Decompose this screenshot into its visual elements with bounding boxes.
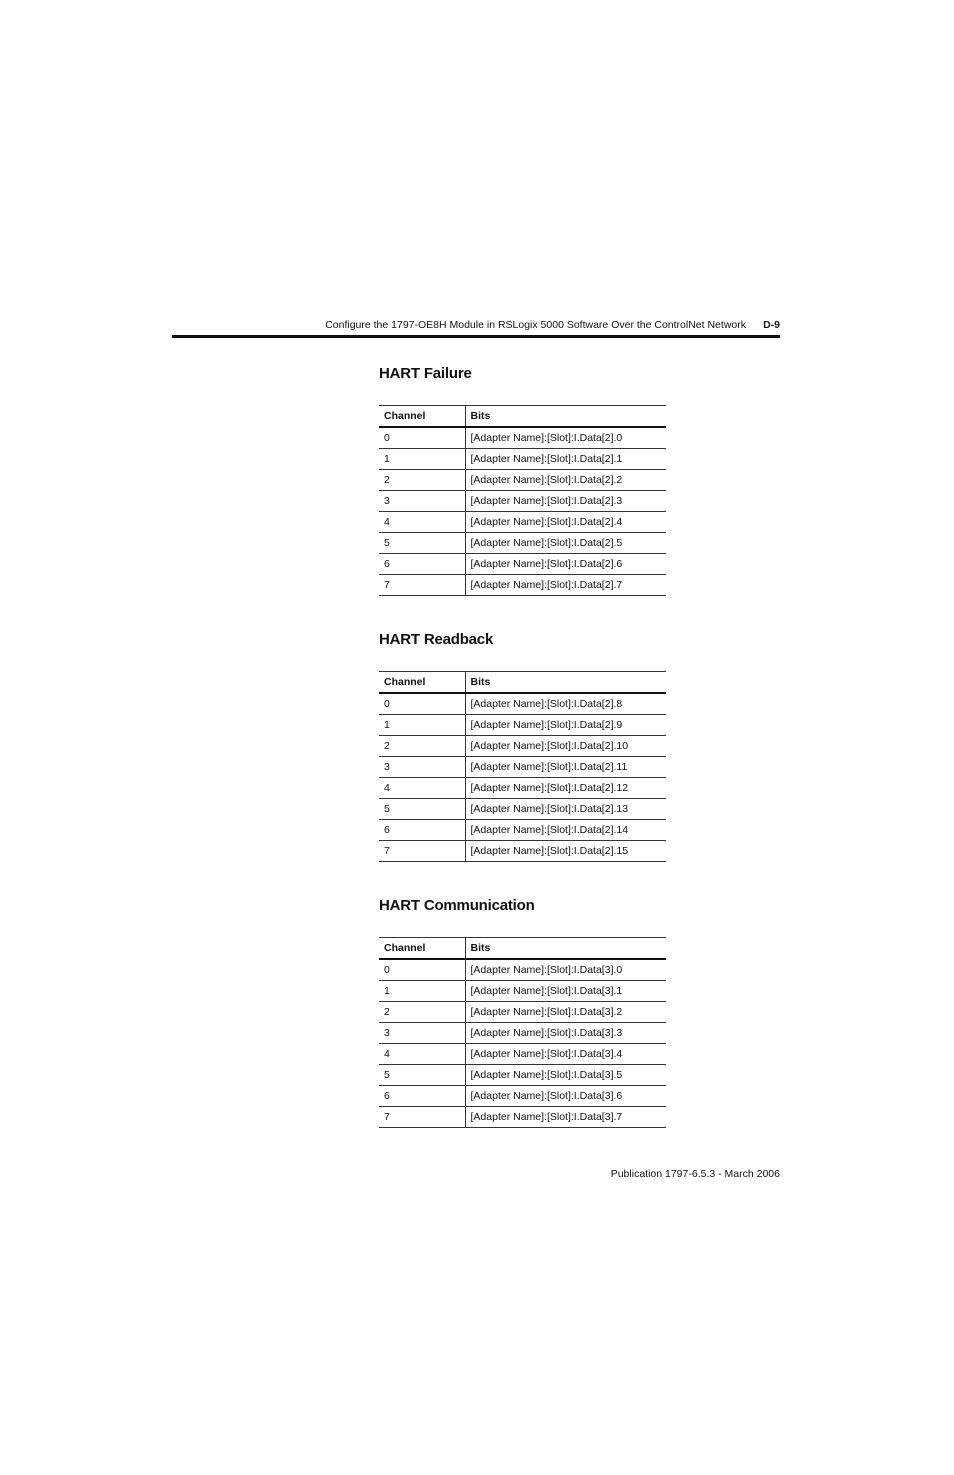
bits-cell: [Adapter Name]:[Slot]:I.Data[2].7 [465,575,666,596]
table-row [379,820,666,841]
channel-cell: 0 [379,427,465,449]
table-row [379,1065,666,1086]
table-row [379,841,666,862]
column-header-bits: Bits [465,406,666,428]
section-hart-failure [379,364,666,591]
header-title: Configure the 1797-OE8H Module in RSLogix 5000 Software Over the ControlNet Network [325,319,746,331]
channel-cell: 7 [379,841,465,862]
section-heading: HART Failure [379,365,472,382]
table-row [379,1044,666,1065]
table-row [379,470,666,491]
channel-cell: 3 [379,491,465,512]
bits-cell: [Adapter Name]:[Slot]:I.Data[3].1 [465,981,666,1002]
channel-cell: 2 [379,470,465,491]
section-hart-readback [379,630,666,857]
table-row [379,575,666,596]
channel-cell: 6 [379,820,465,841]
bits-cell: [Adapter Name]:[Slot]:I.Data[2].12 [465,778,666,799]
bits-cell: [Adapter Name]:[Slot]:I.Data[3].0 [465,959,666,981]
bits-cell: [Adapter Name]:[Slot]:I.Data[2].15 [465,841,666,862]
channel-cell: 7 [379,1107,465,1128]
bits-cell: [Adapter Name]:[Slot]:I.Data[2].4 [465,512,666,533]
channel-cell: 7 [379,575,465,596]
channel-cell: 4 [379,778,465,799]
column-header-bits: Bits [465,938,666,960]
column-header-channel: Channel [379,672,465,694]
bits-cell: [Adapter Name]:[Slot]:I.Data[3].6 [465,1086,666,1107]
channel-cell: 5 [379,799,465,820]
section-heading: HART Communication [379,897,535,914]
column-header-bits: Bits [465,672,666,694]
channel-cell: 5 [379,533,465,554]
header-rule [172,335,780,338]
channel-cell: 2 [379,1002,465,1023]
bits-cell: [Adapter Name]:[Slot]:I.Data[2].1 [465,449,666,470]
bits-cell: [Adapter Name]:[Slot]:I.Data[3].5 [465,1065,666,1086]
table-row [379,959,666,981]
channel-cell: 3 [379,757,465,778]
table-row [379,693,666,715]
table-row [379,533,666,554]
running-header [172,316,780,334]
bits-cell: [Adapter Name]:[Slot]:I.Data[2].10 [465,736,666,757]
hart-communication-table [379,937,666,1128]
column-header-channel: Channel [379,938,465,960]
table-row [379,715,666,736]
page-number: D-9 [763,319,780,331]
bits-cell: [Adapter Name]:[Slot]:I.Data[2].0 [465,427,666,449]
table-row [379,757,666,778]
table-row [379,736,666,757]
bits-cell: [Adapter Name]:[Slot]:I.Data[3].3 [465,1023,666,1044]
channel-cell: 4 [379,512,465,533]
channel-cell: 5 [379,1065,465,1086]
table-row [379,449,666,470]
table-row [379,1002,666,1023]
bits-cell: [Adapter Name]:[Slot]:I.Data[2].14 [465,820,666,841]
bits-cell: [Adapter Name]:[Slot]:I.Data[2].8 [465,693,666,715]
hart-readback-table [379,671,666,862]
bits-cell: [Adapter Name]:[Slot]:I.Data[2].9 [465,715,666,736]
table-header-row [379,672,666,694]
column-header-channel: Channel [379,406,465,428]
bits-cell: [Adapter Name]:[Slot]:I.Data[2].13 [465,799,666,820]
table-row [379,799,666,820]
channel-cell: 2 [379,736,465,757]
section-hart-communication [379,896,666,1123]
channel-cell: 1 [379,981,465,1002]
channel-cell: 6 [379,554,465,575]
table-row [379,512,666,533]
bits-cell: [Adapter Name]:[Slot]:I.Data[2].5 [465,533,666,554]
bits-cell: [Adapter Name]:[Slot]:I.Data[2].11 [465,757,666,778]
bits-cell: [Adapter Name]:[Slot]:I.Data[3].7 [465,1107,666,1128]
table-header-row [379,406,666,428]
section-heading: HART Readback [379,631,494,648]
table-row [379,491,666,512]
bits-cell: [Adapter Name]:[Slot]:I.Data[2].3 [465,491,666,512]
channel-cell: 6 [379,1086,465,1107]
table-row [379,427,666,449]
bits-cell: [Adapter Name]:[Slot]:I.Data[2].6 [465,554,666,575]
bits-cell: [Adapter Name]:[Slot]:I.Data[3].4 [465,1044,666,1065]
table-row [379,554,666,575]
table-header-row [379,938,666,960]
channel-cell: 1 [379,449,465,470]
table-row [379,981,666,1002]
bits-cell: [Adapter Name]:[Slot]:I.Data[2].2 [465,470,666,491]
table-row [379,1023,666,1044]
table-row [379,1086,666,1107]
channel-cell: 3 [379,1023,465,1044]
channel-cell: 1 [379,715,465,736]
hart-failure-table [379,405,666,596]
channel-cell: 0 [379,693,465,715]
channel-cell: 4 [379,1044,465,1065]
table-row [379,1107,666,1128]
bits-cell: [Adapter Name]:[Slot]:I.Data[3].2 [465,1002,666,1023]
publication-footer: Publication 1797-6.5.3 - March 2006 [610,1168,780,1180]
channel-cell: 0 [379,959,465,981]
table-row [379,778,666,799]
